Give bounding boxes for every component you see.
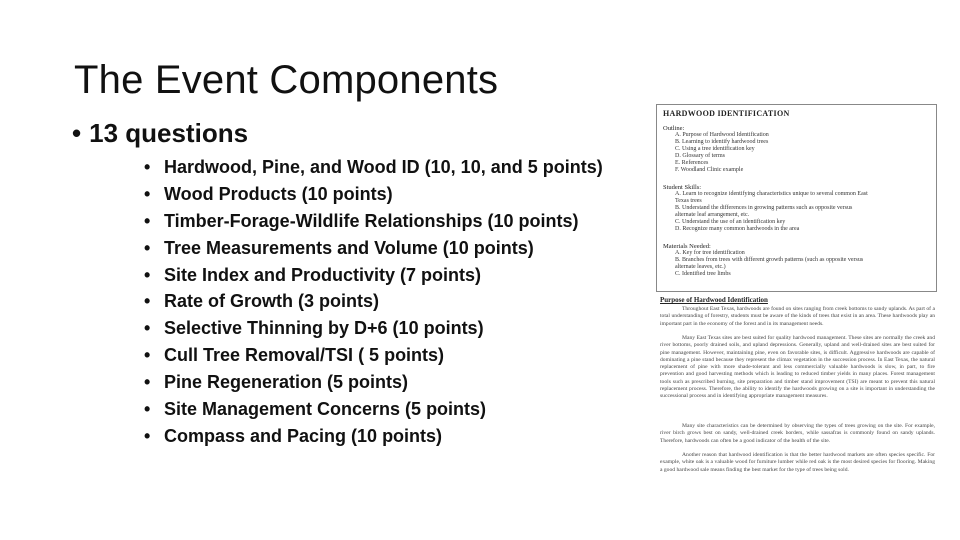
outline-item: E. References — [675, 160, 709, 166]
list-item-text: Cull Tree Removal/TSI ( 5 points) — [164, 345, 445, 366]
list-item-text: Pine Regeneration (5 points) — [164, 372, 409, 393]
bullet-icon: • — [144, 157, 151, 177]
bullet-icon: • — [144, 237, 151, 258]
outline-item: F. Woodland Clinic example — [675, 167, 744, 173]
bullet-icon: • — [144, 345, 151, 366]
purpose-title: Purpose of Hardwood Identification — [660, 296, 768, 304]
materials-label: Materials Needed: — [663, 243, 711, 250]
materials-item: alternate leaves, etc.) — [675, 264, 726, 270]
list-item — [144, 396, 603, 423]
list-item-text: Selective Thinning by D+6 (10 points) — [164, 318, 484, 339]
skills-label: Student Skills: — [663, 184, 702, 191]
list-item — [144, 288, 603, 315]
document-paragraph: Another reason that hardwood identification is that the better hardwood markets are often species specific. For example, white oak is a valuable wood for furniture lumber while red oak is the most desired species for flooring. Making a good hardwood sale means finding the best market for the type of trees being sold. — [660, 452, 935, 473]
skills-item: A. Learn to recognize identifying characteristics unique to several common East — [675, 191, 868, 197]
list-item-text: Site Index and Productivity (7 points) — [164, 264, 482, 285]
list-item — [144, 235, 603, 262]
list-item — [144, 154, 603, 181]
list-item-text: Timber-Forage-Wildlife Relationships (10 points) — [164, 210, 579, 231]
bullet-icon: • — [144, 372, 151, 393]
document-paragraph: Many East Texas sites are best suited for quality hardwood management. These sites are normally the creek and river bottoms, poorly drained soils, and upland depressions. Generally, upland and well-drained sites are best suited for pine management. However, maintaining pine, even on favorable sites, is difficult. Aggressive hardwoods are capable of dominating a pine stand because they represent the climax vegetation in the succession process. In East Texas, the natural replacement of pine with more shade-tolerant and less commercially valuable hardwoods is slow, in part, to fire prevention and good harvesting methods which is leading to reduced timber yields in many places. Forest management tools such as prescribed burning, site preparation and timber stand improvement (TSI) are meant to prevent this natural replacement process. Therefore, the ability to identify the hardwoods growing on a site is important in understanding the successional process and in identifying appropriate management measures. — [660, 335, 935, 400]
bullet-icon: • — [72, 118, 82, 148]
outline-label: Outline: — [663, 125, 685, 132]
main-bullet-text: 13 questions — [89, 118, 249, 148]
list-item — [144, 208, 603, 235]
document-paragraph: Many site characteristics can be determined by observing the types of trees growing on the site. For example, river birch grows best on sandy, well-drained creek borders, while sassafras is commonly found on sandy uplands. Therefore, hardwoods can often be a good indicator of the health of the site. — [660, 423, 935, 444]
slide-title: The Event Components — [74, 58, 499, 102]
list-item-text: Wood Products (10 points) — [164, 183, 393, 204]
skills-item: D. Recognize many common hardwoods in the area — [675, 226, 800, 232]
bullet-icon: • — [144, 318, 151, 339]
skills-item: C. Understand the use of an identification key — [675, 219, 786, 225]
list-item-text: Hardwood, Pine, and Wood ID (10, 10, and 5 points) — [164, 157, 603, 177]
list-item — [144, 342, 603, 369]
document-heading: HARDWOOD IDENTIFICATION — [663, 109, 790, 118]
materials-item: B. Branches from trees with different growth patterns (such as opposite versus — [675, 257, 864, 263]
hardwood-id-document-image — [656, 104, 939, 488]
bullet-icon: • — [144, 399, 151, 420]
event-list — [144, 154, 603, 450]
outline-box — [656, 104, 937, 292]
list-item — [144, 181, 603, 208]
materials-item: A. Key for tree identification — [675, 250, 745, 256]
outline-item: A. Purpose of Hardwood Identification — [675, 132, 769, 138]
outline-item: B. Learning to identify hardwood trees — [675, 139, 769, 145]
bullet-icon: • — [144, 183, 151, 204]
skills-item: B. Understand the differences in growing patterns such as opposite versus — [675, 205, 853, 211]
list-item — [144, 262, 603, 289]
list-item — [144, 315, 603, 342]
list-item-text: Site Management Concerns (5 points) — [164, 399, 487, 420]
document-paragraph: Throughout East Texas, hardwoods are found on sites ranging from creek bottoms to sandy uplands. As part of a total understanding of forestry, students must be aware of the kinds of trees that exist in an area. These hardwoods play an important part in the economy of the forest and in its management needs. — [660, 306, 935, 327]
bullet-icon: • — [144, 291, 151, 312]
bullet-icon: • — [144, 425, 151, 446]
skills-item: alternate leaf arrangement, etc. — [675, 212, 750, 218]
materials-item: C. Identified tree limbs — [675, 271, 731, 277]
main-bullet — [72, 118, 248, 149]
outline-item: D. Glossary of terms — [675, 153, 725, 159]
list-item-text: Tree Measurements and Volume (10 points) — [164, 237, 534, 258]
list-item-text: Compass and Pacing (10 points) — [164, 425, 443, 446]
bullet-icon: • — [144, 210, 151, 231]
list-item — [144, 369, 603, 396]
skills-item: Texas trees — [675, 198, 702, 204]
bullet-icon: • — [144, 264, 151, 285]
list-item — [144, 423, 603, 450]
list-item-text: Rate of Growth (3 points) — [164, 291, 379, 312]
outline-item: C. Using a tree identification key — [675, 146, 755, 152]
